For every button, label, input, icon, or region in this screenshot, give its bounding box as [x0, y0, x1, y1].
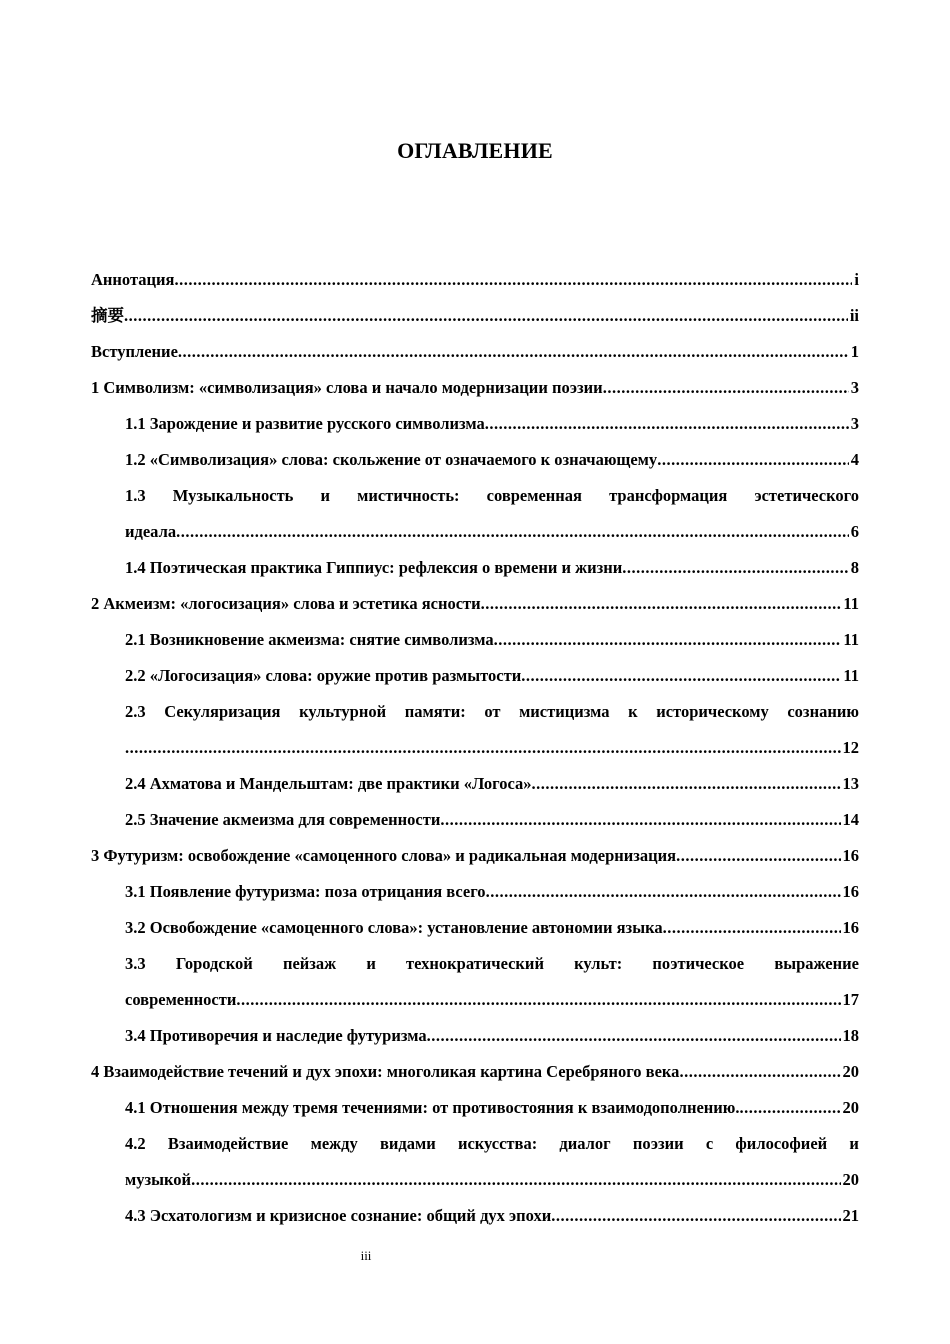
toc-entry-page: 4	[850, 450, 859, 469]
toc-entry[interactable]	[91, 406, 859, 442]
toc-entry[interactable]	[91, 946, 859, 1018]
toc-entry-page: 3	[850, 414, 859, 433]
toc-dot-leader	[657, 442, 849, 478]
toc-entry-first-line: 3.3 Городской пейзаж и технократический культ: поэтическое выражение	[125, 954, 859, 973]
toc-entry-title: 2 Акмеизм: «логосизация» слова и эстетика ясности	[91, 594, 481, 613]
toc-entry-page: 12	[842, 738, 859, 757]
toc-entry[interactable]	[91, 766, 859, 802]
toc-entry-title: современности	[125, 990, 237, 1009]
toc-entry-page: ii	[849, 306, 859, 325]
toc-entry[interactable]	[91, 1018, 859, 1054]
toc-dot-leader	[679, 1054, 840, 1090]
toc-entry-page: 6	[850, 522, 859, 541]
toc-dot-leader	[125, 730, 841, 766]
toc-entry-page: 18	[842, 1026, 859, 1045]
toc-entry-title: музыкой	[125, 1170, 192, 1189]
toc-entry-title: 1.4 Поэтическая практика Гиппиус: рефлексия о времени и жизни	[125, 558, 623, 577]
toc-entry-title: 3.4 Противоречия и наследие футуризма	[125, 1026, 427, 1045]
toc-entry-page: 11	[843, 666, 859, 685]
toc-entry[interactable]	[91, 874, 859, 910]
toc-entry[interactable]	[91, 334, 859, 370]
toc-entry[interactable]	[91, 622, 859, 658]
toc-entry-title: 3.2 Освобождение «самоценного слова»: установление автономии языка	[125, 918, 663, 937]
toc-entry-title: Вступление	[91, 342, 178, 361]
toc-entry[interactable]	[91, 1126, 859, 1198]
toc-dot-leader	[481, 586, 842, 622]
toc-dot-leader	[551, 1198, 840, 1234]
page-number: iii	[360, 1248, 372, 1263]
toc-entry[interactable]	[91, 550, 859, 586]
toc-entry-page: 20	[842, 1170, 859, 1189]
toc-entry-page: 20	[842, 1062, 859, 1081]
toc-entry-page: 21	[842, 1206, 859, 1225]
toc-entry-title: 2.1 Возникновение акмеизма: снятие символизма	[125, 630, 494, 649]
toc-dot-leader	[427, 1018, 841, 1054]
toc-dot-leader	[740, 1090, 841, 1126]
toc-entry-title: 4.3 Эсхатологизм и кризисное сознание: общий дух эпохи	[125, 1206, 552, 1225]
toc-entry-page: 3	[850, 378, 859, 397]
toc-entry-title: Аннотация	[91, 270, 175, 289]
toc-entry-title: 1.2 «Символизация» слова: скольжение от означаемого к означающему	[125, 450, 658, 469]
toc-entry[interactable]	[91, 838, 859, 874]
toc-dot-leader	[603, 370, 849, 406]
toc-entry[interactable]	[91, 586, 859, 622]
toc-entry-page: 17	[842, 990, 859, 1009]
toc-entry-title: 摘要	[91, 306, 124, 325]
toc-entry[interactable]	[91, 478, 859, 550]
toc-dot-leader	[494, 622, 842, 658]
toc-entry-title: 4.1 Отношения между тремя течениями: от противостояния к взаимодополнению.	[125, 1098, 740, 1117]
toc-entry-page: i	[854, 270, 859, 289]
toc-entry-page: 13	[842, 774, 859, 793]
toc-entry[interactable]	[91, 694, 859, 766]
toc-dot-leader	[663, 910, 841, 946]
toc-dot-leader	[440, 802, 840, 838]
toc-entry-first-line: 2.3 Секуляризация культурной памяти: от мистицизма к историческому сознанию	[125, 702, 859, 721]
toc-entry-page: 16	[842, 918, 859, 937]
toc-dot-leader	[174, 262, 852, 298]
toc-entry-page: 11	[843, 594, 859, 613]
toc-dot-leader	[676, 838, 840, 874]
toc-entry-title: идеала	[125, 522, 177, 541]
toc-entry-first-line: 1.3 Музыкальность и мистичность: современная трансформация эстетического	[125, 486, 859, 505]
toc-title: ОГЛАВЛЕНИЕ	[397, 138, 553, 163]
toc-dot-leader	[531, 766, 840, 802]
toc-entry-page: 16	[842, 846, 859, 865]
toc-entry-first-line: 4.2 Взаимодействие между видами искусства: диалог поэзии с философией и	[125, 1134, 859, 1153]
toc-entry-title: 2.5 Значение акмеизма для современности	[125, 810, 441, 829]
toc-entry[interactable]	[91, 1198, 859, 1234]
toc-dot-leader	[191, 1162, 840, 1198]
toc-entry-page: 14	[842, 810, 859, 829]
toc-entry[interactable]	[91, 802, 859, 838]
table-of-contents	[91, 262, 859, 1234]
toc-entry-page: 8	[850, 558, 859, 577]
toc-dot-leader	[176, 514, 849, 550]
toc-entry[interactable]	[91, 910, 859, 946]
toc-entry[interactable]	[91, 298, 859, 334]
toc-dot-leader	[485, 406, 849, 442]
toc-dot-leader	[622, 550, 848, 586]
toc-entry-page: 1	[850, 342, 859, 361]
toc-entry-title: 1 Символизм: «символизация» слова и начало модернизации поэзии	[91, 378, 603, 397]
toc-entry-title: 3.1 Появление футуризма: поза отрицания всего	[125, 882, 486, 901]
toc-dot-leader	[124, 298, 848, 334]
toc-entry-title: 1.1 Зарождение и развитие русского символизма	[125, 414, 485, 433]
toc-dot-leader	[521, 658, 841, 694]
toc-entry-page: 11	[843, 630, 859, 649]
toc-entry-page: 20	[842, 1098, 859, 1117]
toc-dot-leader	[236, 982, 840, 1018]
toc-entry[interactable]	[91, 1054, 859, 1090]
toc-entry[interactable]	[91, 370, 859, 406]
toc-entry[interactable]	[91, 1090, 859, 1126]
toc-entry[interactable]	[91, 442, 859, 478]
toc-entry-title: 2.2 «Логосизация» слова: оружие против размытости	[125, 666, 522, 685]
toc-entry[interactable]	[91, 262, 859, 298]
toc-dot-leader	[178, 334, 849, 370]
toc-entry-title: 3 Футуризм: освобождение «самоценного слова» и радикальная модернизация	[91, 846, 677, 865]
toc-entry-title: 4 Взаимодействие течений и дух эпохи: многоликая картина Серебряного века	[91, 1062, 680, 1081]
toc-entry[interactable]	[91, 658, 859, 694]
toc-entry-page: 16	[842, 882, 859, 901]
toc-dot-leader	[486, 874, 841, 910]
toc-entry-title: 2.4 Ахматова и Мандельштам: две практики «Логоса»	[125, 774, 532, 793]
